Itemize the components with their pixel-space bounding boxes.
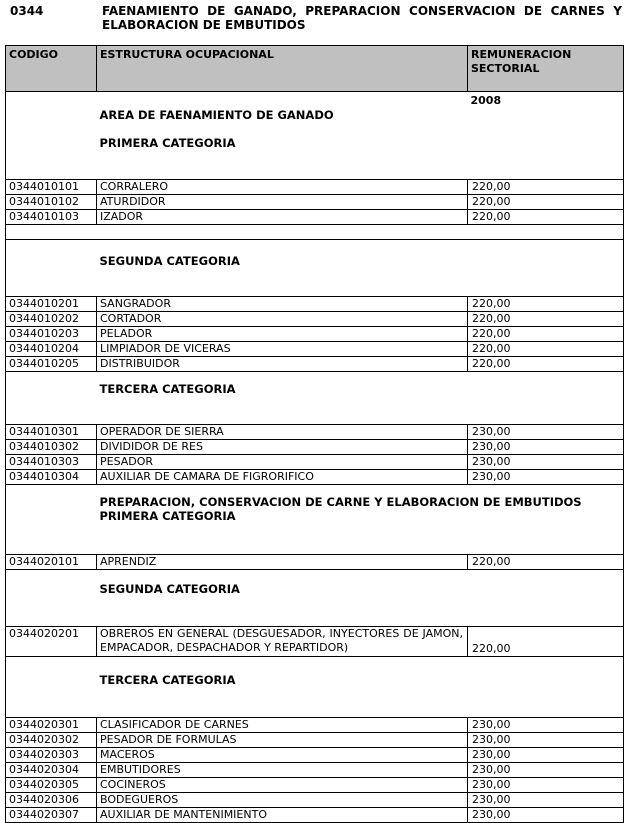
section-row-area1 (6, 92, 624, 180)
row-occupation: MACEROS (97, 748, 468, 763)
row-code: 0344010204 (6, 342, 97, 357)
section-row-area2-cat2 (6, 570, 624, 627)
row-pay: 230,00 (468, 808, 624, 823)
table-row (6, 748, 624, 763)
col-header-structure: ESTRUCTURA OCUPACIONAL (97, 46, 468, 92)
row-code: 0344010302 (6, 440, 97, 455)
row-code: 0344020306 (6, 793, 97, 808)
table-row (6, 555, 624, 570)
row-pay: 230,00 (468, 748, 624, 763)
row-code: 0344010102 (6, 195, 97, 210)
row-occupation: SANGRADOR (97, 297, 468, 312)
row-code: 0344010304 (6, 470, 97, 485)
row-occupation: DIVIDIDOR DE RES (97, 440, 468, 455)
row-code: 0344010101 (6, 180, 97, 195)
section-row-cat3 (6, 372, 624, 425)
row-occupation: ATURDIDOR (97, 195, 468, 210)
row-pay: 220,00 (468, 312, 624, 327)
row-code: 0344020304 (6, 763, 97, 778)
row-pay: 230,00 (468, 733, 624, 748)
row-code: 0344010202 (6, 312, 97, 327)
table-row (6, 342, 624, 357)
row-pay: 220,00 (468, 297, 624, 312)
table-row (6, 455, 624, 470)
row-code: 0344020303 (6, 748, 97, 763)
table-row (6, 425, 624, 440)
table-row (6, 210, 624, 225)
area-title-preparacion: PREPARACION, CONSERVACION DE CARNE Y ELABORACION DE EMBUTIDOS (99, 495, 582, 509)
row-pay: 220,00 (468, 342, 624, 357)
category-title: SEGUNDA CATEGORIA (99, 582, 240, 596)
sector-title: FAENAMIENTO DE GANADO, PREPARACION CONSERVACION DE CARNES Y ELABORACION DE EMBUTIDOS (102, 4, 622, 32)
section-row-cat2 (6, 240, 624, 297)
row-code: 0344010303 (6, 455, 97, 470)
row-pay: 230,00 (468, 470, 624, 485)
wage-table (5, 45, 624, 823)
table-row (6, 718, 624, 733)
row-code: 0344020302 (6, 733, 97, 748)
row-pay: 230,00 (468, 425, 624, 440)
row-occupation: DISTRIBUIDOR (97, 357, 468, 372)
row-occupation: AUXILIAR DE MANTENIMIENTO (97, 808, 468, 823)
row-occupation: CORTADOR (97, 312, 468, 327)
row-occupation: AUXILIAR DE CAMARA DE FIGRORIFICO (97, 470, 468, 485)
row-pay: 230,00 (468, 778, 624, 793)
row-pay: 220,00 (468, 357, 624, 372)
area-title-faenamiento: AREA DE FAENAMIENTO DE GANADO (99, 108, 334, 122)
table-row (6, 808, 624, 823)
category-title: TERCERA CATEGORIA (99, 382, 236, 396)
row-occupation: PESADOR (97, 455, 468, 470)
row-code: 0344010201 (6, 297, 97, 312)
row-pay: 220,00 (468, 627, 624, 657)
row-pay: 230,00 (468, 455, 624, 470)
row-pay: 220,00 (468, 210, 624, 225)
category-title: TERCERA CATEGORIA (99, 673, 236, 687)
spacer-row (6, 225, 624, 240)
row-pay: 230,00 (468, 718, 624, 733)
row-occupation: CORRALERO (97, 180, 468, 195)
row-code: 0344020101 (6, 555, 97, 570)
row-occupation: CLASIFICADOR DE CARNES (97, 718, 468, 733)
table-row (6, 180, 624, 195)
row-code: 0344010203 (6, 327, 97, 342)
category-title: PRIMERA CATEGORIA (99, 136, 236, 150)
table-row (6, 778, 624, 793)
table-row (6, 470, 624, 485)
row-code: 0344020201 (6, 627, 97, 657)
year-label: 2008 (470, 94, 502, 107)
table-row (6, 763, 624, 778)
row-occupation: IZADOR (97, 210, 468, 225)
row-code: 0344010205 (6, 357, 97, 372)
table-row (6, 357, 624, 372)
row-occupation: LIMPIADOR DE VICERAS (97, 342, 468, 357)
row-pay: 220,00 (468, 327, 624, 342)
row-pay: 220,00 (468, 555, 624, 570)
row-pay: 220,00 (468, 195, 624, 210)
table-row (6, 312, 624, 327)
row-code: 0344020307 (6, 808, 97, 823)
table-row (6, 440, 624, 455)
row-occupation: BODEGUEROS (97, 793, 468, 808)
row-occupation: PESADOR DE FORMULAS (97, 733, 468, 748)
table-row (6, 793, 624, 808)
sector-code: 0344 (10, 4, 44, 18)
row-code: 0344020305 (6, 778, 97, 793)
row-occupation: OPERADOR DE SIERRA (97, 425, 468, 440)
row-pay: 230,00 (468, 763, 624, 778)
category-title: SEGUNDA CATEGORIA (99, 254, 240, 268)
table-row (6, 327, 624, 342)
table-row (6, 195, 624, 210)
col-header-code: CODIGO (6, 46, 97, 92)
row-code: 0344010301 (6, 425, 97, 440)
table-row (6, 733, 624, 748)
table-row (6, 627, 624, 657)
section-row-area2 (6, 485, 624, 555)
row-code: 0344010103 (6, 210, 97, 225)
row-code: 0344020301 (6, 718, 97, 733)
row-occupation: COCINEROS (97, 778, 468, 793)
table-row (6, 297, 624, 312)
row-occupation: EMBUTIDORES (97, 763, 468, 778)
row-pay: 220,00 (468, 180, 624, 195)
row-occupation: OBREROS EN GENERAL (DESGUESADOR, INYECTORES DE JAMON, EMPACADOR, DESPACHADOR Y REPARTIDOR) (97, 627, 468, 657)
col-header-pay: REMUNERACION SECTORIAL (468, 46, 624, 92)
category-title: PRIMERA CATEGORIA (99, 509, 236, 523)
row-occupation: PELADOR (97, 327, 468, 342)
section-row-area2-cat3 (6, 657, 624, 718)
row-occupation: APRENDIZ (97, 555, 468, 570)
row-pay: 230,00 (468, 793, 624, 808)
row-pay: 230,00 (468, 440, 624, 455)
table-header-row (6, 46, 624, 92)
